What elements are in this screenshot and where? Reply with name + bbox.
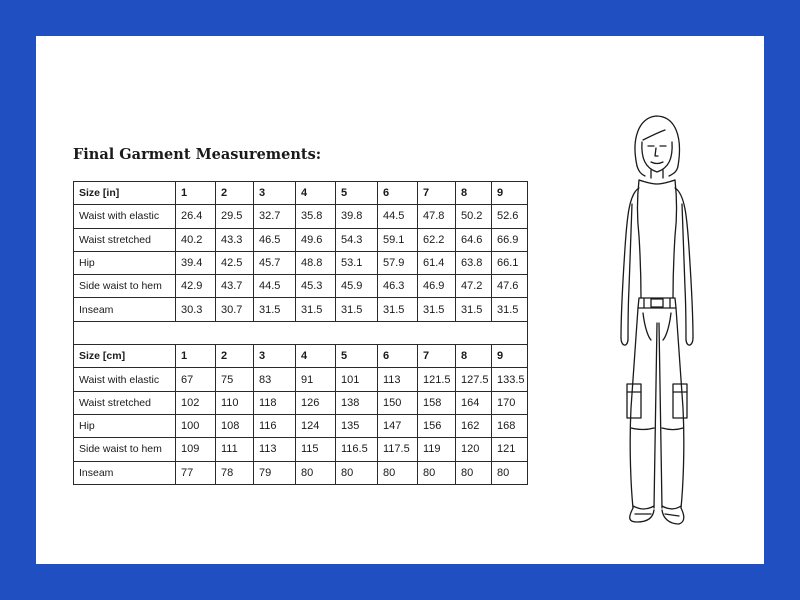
measurement-value: 108 [216, 414, 254, 437]
measurement-value: 49.6 [296, 228, 336, 251]
size-header: 2 [216, 182, 254, 205]
measurement-value: 170 [492, 391, 528, 414]
size-header: 8 [456, 345, 492, 368]
measurement-value: 31.5 [296, 298, 336, 321]
garment-figure-illustration [581, 108, 731, 528]
inches-unit-header: Size [in] [74, 182, 176, 205]
measurement-value: 57.9 [378, 251, 418, 274]
measurement-label: Waist stretched [74, 391, 176, 414]
measurement-value: 158 [418, 391, 456, 414]
measurement-value: 115 [296, 438, 336, 461]
measurement-value: 46.5 [254, 228, 296, 251]
measurement-value: 42.5 [216, 251, 254, 274]
measurement-value: 113 [378, 368, 418, 391]
size-header: 9 [492, 345, 528, 368]
measurement-label: Inseam [74, 298, 176, 321]
table-row [74, 205, 528, 228]
measurement-value: 118 [254, 391, 296, 414]
measurement-value: 79 [254, 461, 296, 484]
size-header: 2 [216, 345, 254, 368]
spacer-cell [74, 321, 528, 344]
measurement-value: 127.5 [456, 368, 492, 391]
centimeters-unit-header: Size [cm] [74, 345, 176, 368]
size-header: 5 [336, 182, 378, 205]
table-row [74, 461, 528, 484]
table-row [74, 298, 528, 321]
measurement-value: 32.7 [254, 205, 296, 228]
measurements-table [73, 181, 528, 485]
measurement-label: Side waist to hem [74, 438, 176, 461]
measurement-value: 124 [296, 414, 336, 437]
table-row [74, 228, 528, 251]
measurement-value: 43.7 [216, 275, 254, 298]
measurement-value: 101 [336, 368, 378, 391]
measurement-value: 117.5 [378, 438, 418, 461]
measurement-value: 31.5 [378, 298, 418, 321]
size-header: 6 [378, 182, 418, 205]
size-header: 1 [176, 345, 216, 368]
measurement-value: 30.3 [176, 298, 216, 321]
inches-header-row [74, 182, 528, 205]
measurement-value: 150 [378, 391, 418, 414]
measurement-label: Waist with elastic [74, 205, 176, 228]
measurement-label: Waist stretched [74, 228, 176, 251]
measurement-value: 66.1 [492, 251, 528, 274]
measurement-value: 43.3 [216, 228, 254, 251]
measurement-value: 133.5 [492, 368, 528, 391]
measurement-value: 66.9 [492, 228, 528, 251]
measurement-value: 83 [254, 368, 296, 391]
measurement-value: 164 [456, 391, 492, 414]
measurement-value: 109 [176, 438, 216, 461]
measurement-value: 126 [296, 391, 336, 414]
measurement-label: Hip [74, 414, 176, 437]
measurement-value: 75 [216, 368, 254, 391]
size-header: 6 [378, 345, 418, 368]
centimeters-header-row [74, 345, 528, 368]
measurement-label: Hip [74, 251, 176, 274]
measurement-value: 53.1 [336, 251, 378, 274]
measurement-value: 47.6 [492, 275, 528, 298]
table-row [74, 391, 528, 414]
measurement-value: 110 [216, 391, 254, 414]
measurement-value: 116 [254, 414, 296, 437]
measurement-value: 147 [378, 414, 418, 437]
measurement-value: 45.9 [336, 275, 378, 298]
table-row [74, 275, 528, 298]
measurement-value: 31.5 [418, 298, 456, 321]
measurement-value: 47.2 [456, 275, 492, 298]
measurement-value: 111 [216, 438, 254, 461]
measurement-value: 119 [418, 438, 456, 461]
size-header: 7 [418, 345, 456, 368]
measurement-value: 46.9 [418, 275, 456, 298]
measurement-value: 121 [492, 438, 528, 461]
size-header: 8 [456, 182, 492, 205]
measurement-value: 44.5 [254, 275, 296, 298]
measurement-label: Side waist to hem [74, 275, 176, 298]
measurement-value: 120 [456, 438, 492, 461]
measurement-value: 26.4 [176, 205, 216, 228]
size-header: 5 [336, 345, 378, 368]
table-row [74, 251, 528, 274]
measurement-value: 135 [336, 414, 378, 437]
measurements-table-body [74, 182, 528, 485]
measurement-card [36, 36, 764, 564]
measurement-value: 102 [176, 391, 216, 414]
measurement-value: 31.5 [336, 298, 378, 321]
measurement-value: 80 [418, 461, 456, 484]
measurement-value: 100 [176, 414, 216, 437]
measurement-value: 47.8 [418, 205, 456, 228]
measurement-value: 62.2 [418, 228, 456, 251]
measurement-value: 39.4 [176, 251, 216, 274]
measurement-value: 168 [492, 414, 528, 437]
measurement-value: 61.4 [418, 251, 456, 274]
measurement-value: 52.6 [492, 205, 528, 228]
measurement-value: 80 [296, 461, 336, 484]
measurement-value: 31.5 [254, 298, 296, 321]
size-header: 3 [254, 182, 296, 205]
measurement-value: 64.6 [456, 228, 492, 251]
measurement-value: 45.7 [254, 251, 296, 274]
measurement-value: 48.8 [296, 251, 336, 274]
measurement-value: 42.9 [176, 275, 216, 298]
measurement-label: Inseam [74, 461, 176, 484]
measurement-value: 30.7 [216, 298, 254, 321]
measurement-value: 44.5 [378, 205, 418, 228]
measurement-value: 91 [296, 368, 336, 391]
measurement-value: 31.5 [456, 298, 492, 321]
section-spacer-row [74, 321, 528, 344]
measurement-value: 80 [378, 461, 418, 484]
size-header: 7 [418, 182, 456, 205]
table-row [74, 414, 528, 437]
measurement-value: 77 [176, 461, 216, 484]
measurement-value: 156 [418, 414, 456, 437]
size-header: 3 [254, 345, 296, 368]
size-header: 1 [176, 182, 216, 205]
measurement-value: 80 [336, 461, 378, 484]
measurement-value: 50.2 [456, 205, 492, 228]
measurement-value: 29.5 [216, 205, 254, 228]
measurement-value: 59.1 [378, 228, 418, 251]
measurement-value: 45.3 [296, 275, 336, 298]
measurement-value: 80 [456, 461, 492, 484]
measurement-value: 113 [254, 438, 296, 461]
measurement-value: 67 [176, 368, 216, 391]
measurement-value: 63.8 [456, 251, 492, 274]
measurement-value: 40.2 [176, 228, 216, 251]
measurement-value: 31.5 [492, 298, 528, 321]
measurement-value: 80 [492, 461, 528, 484]
measurement-value: 138 [336, 391, 378, 414]
measurement-value: 35.8 [296, 205, 336, 228]
table-row [74, 368, 528, 391]
measurement-value: 39.8 [336, 205, 378, 228]
measurement-value: 78 [216, 461, 254, 484]
size-header: 4 [296, 345, 336, 368]
measurement-value: 116.5 [336, 438, 378, 461]
measurement-label: Waist with elastic [74, 368, 176, 391]
measurement-value: 121.5 [418, 368, 456, 391]
measurement-value: 46.3 [378, 275, 418, 298]
size-header: 9 [492, 182, 528, 205]
page-title: Final Garment Measurements: [73, 146, 322, 163]
measurement-value: 54.3 [336, 228, 378, 251]
size-header: 4 [296, 182, 336, 205]
measurement-value: 162 [456, 414, 492, 437]
table-row [74, 438, 528, 461]
